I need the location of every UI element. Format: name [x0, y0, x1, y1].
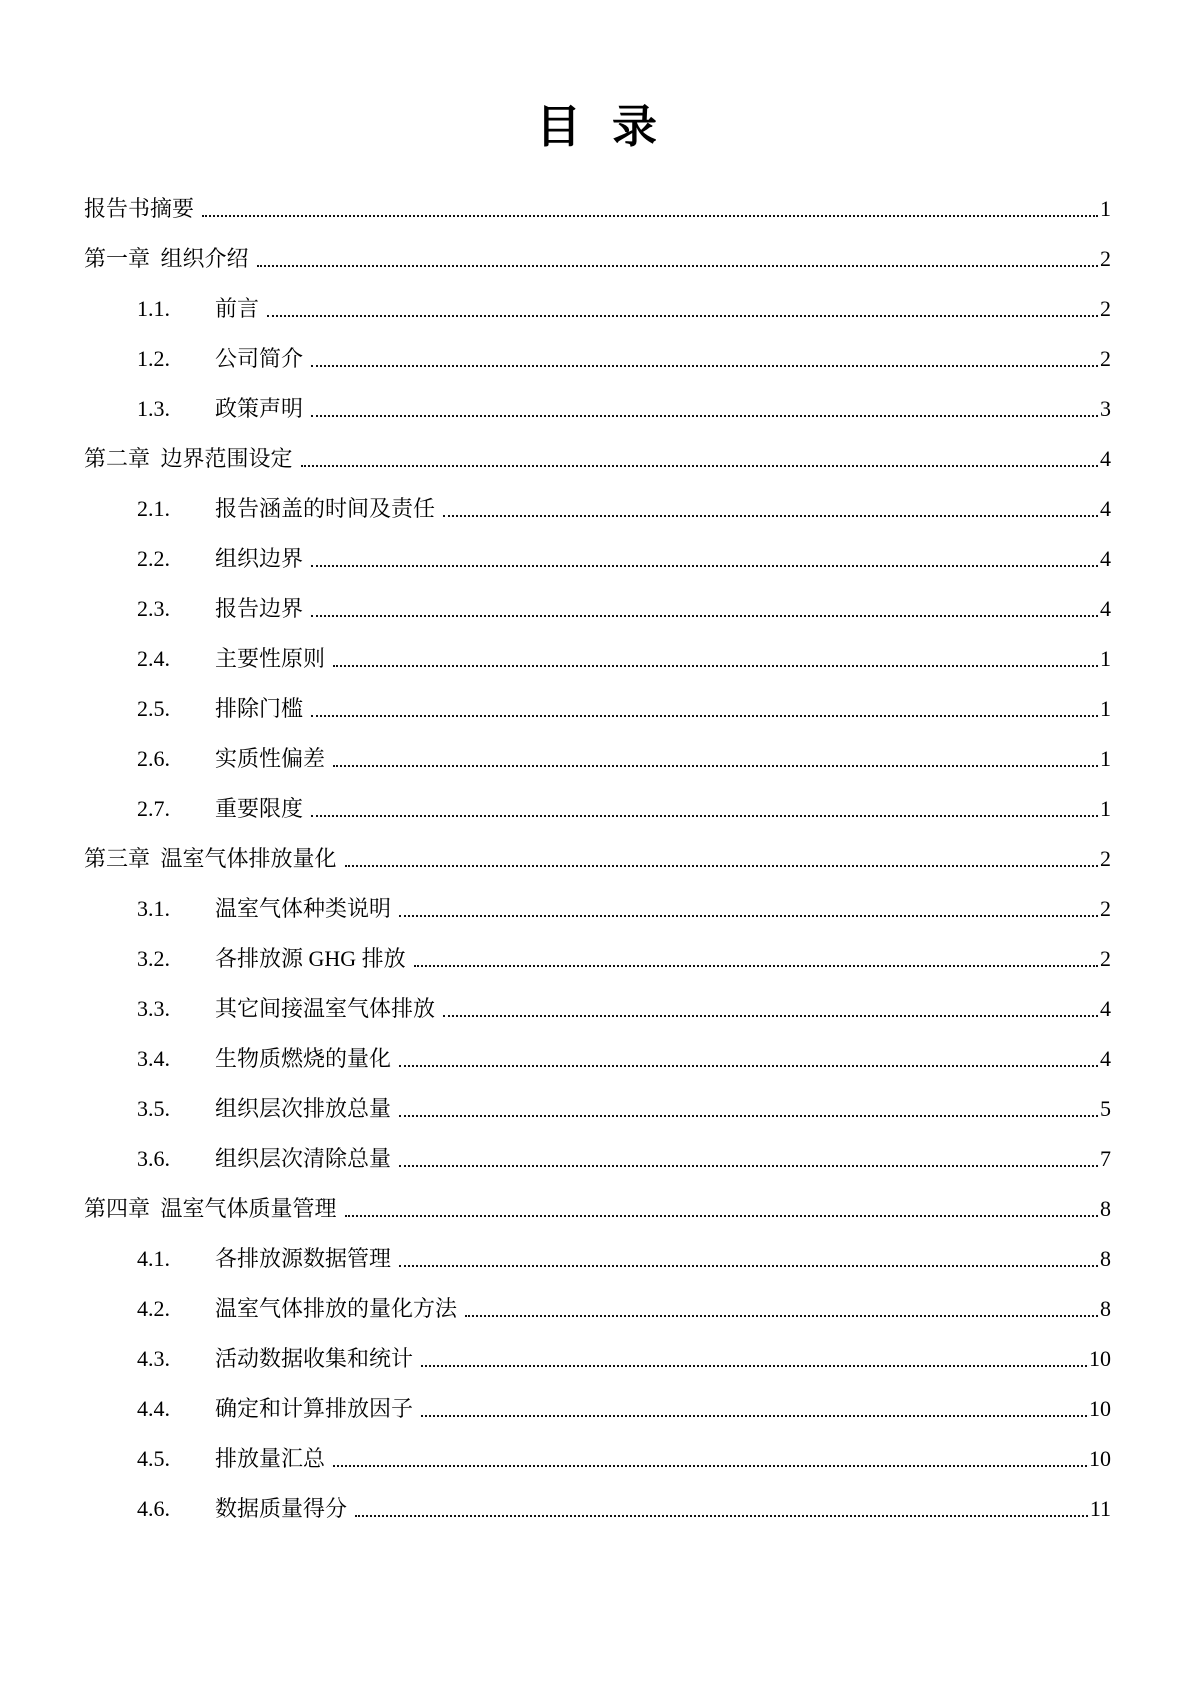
toc-entry-label: 温室气体种类说明	[215, 896, 392, 921]
toc-entry-number: 3.3.	[137, 996, 170, 1021]
toc-entry-page: 1	[1100, 696, 1111, 721]
toc-entry-number: 4.3.	[137, 1346, 170, 1371]
toc-entry-number: 1.1.	[137, 296, 170, 321]
toc-list	[84, 173, 1111, 1523]
dot-leader	[399, 915, 1098, 917]
dot-leader	[333, 1465, 1087, 1467]
toc-entry[interactable]	[84, 323, 1111, 373]
toc-entry[interactable]	[84, 1423, 1111, 1473]
toc-entry-label: 排放量汇总	[215, 1446, 326, 1471]
toc-entry-number: 4.1.	[137, 1246, 170, 1271]
page-title: 目 录	[535, 102, 659, 152]
toc-entry-page: 4	[1100, 996, 1111, 1021]
toc-entry[interactable]	[84, 773, 1111, 823]
toc-entry-number: 2.1.	[137, 496, 170, 521]
toc-entry-page: 7	[1100, 1146, 1111, 1171]
toc-entry[interactable]	[84, 173, 1111, 223]
toc-entry-page: 3	[1100, 396, 1111, 421]
toc-entry-number: 3.2.	[137, 946, 170, 971]
toc-entry[interactable]	[84, 1473, 1111, 1523]
dot-leader	[267, 315, 1098, 317]
toc-entry-page: 11	[1089, 1496, 1111, 1521]
dot-leader	[414, 965, 1098, 967]
toc-entry-page: 4	[1100, 446, 1111, 471]
toc-entry-label: 排除门槛	[215, 696, 304, 721]
toc-entry[interactable]	[84, 223, 1111, 273]
toc-entry[interactable]	[84, 823, 1111, 873]
toc-entry-label: 数据质量得分	[215, 1496, 348, 1521]
toc-entry[interactable]	[84, 623, 1111, 673]
toc-entry[interactable]	[84, 673, 1111, 723]
dot-leader	[333, 765, 1098, 767]
toc-entry-number: 3.4.	[137, 1046, 170, 1071]
dot-leader	[311, 565, 1098, 567]
toc-entry-page: 2	[1100, 246, 1111, 271]
toc-entry-label: 报告边界	[215, 596, 304, 621]
toc-entry-page: 1	[1100, 796, 1111, 821]
toc-entry[interactable]	[84, 1123, 1111, 1173]
toc-entry-page: 8	[1100, 1246, 1111, 1271]
dot-leader	[465, 1315, 1098, 1317]
toc-entry-page: 4	[1100, 546, 1111, 571]
toc-entry-number: 2.6.	[137, 746, 170, 771]
dot-leader	[399, 1115, 1098, 1117]
toc-entry-number: 2.5.	[137, 696, 170, 721]
toc-entry[interactable]	[84, 273, 1111, 323]
toc-entry[interactable]	[84, 423, 1111, 473]
toc-entry-page: 4	[1100, 596, 1111, 621]
toc-entry-label: 实质性偏差	[215, 746, 326, 771]
toc-entry-page: 10	[1089, 1346, 1111, 1371]
toc-entry-page: 8	[1100, 1196, 1111, 1221]
dot-leader	[345, 865, 1098, 867]
toc-entry-label: 重要限度	[215, 796, 304, 821]
toc-entry-number: 1.2.	[137, 346, 170, 371]
dot-leader	[355, 1515, 1088, 1517]
dot-leader	[421, 1415, 1087, 1417]
dot-leader	[257, 265, 1098, 267]
toc-entry-label: 报告涵盖的时间及责任	[215, 496, 436, 521]
toc-entry[interactable]	[84, 923, 1111, 973]
toc-entry-number: 2.3.	[137, 596, 170, 621]
toc-entry-page: 10	[1089, 1396, 1111, 1421]
toc-entry-page: 2	[1100, 896, 1111, 921]
toc-entry-label: 组织层次排放总量	[215, 1096, 392, 1121]
toc-entry-page: 2	[1100, 946, 1111, 971]
toc-entry[interactable]	[84, 1323, 1111, 1373]
toc-entry[interactable]	[84, 873, 1111, 923]
dot-leader	[333, 665, 1098, 667]
dot-leader	[345, 1215, 1098, 1217]
toc-entry-number: 2.4.	[137, 646, 170, 671]
toc-entry-label: 主要性原则	[215, 646, 326, 671]
toc-entry-number: 1.3.	[137, 396, 170, 421]
toc-entry-label: 前言	[215, 296, 260, 321]
dot-leader	[311, 715, 1098, 717]
dot-leader	[301, 465, 1098, 467]
toc-entry[interactable]	[84, 1023, 1111, 1073]
dot-leader	[443, 1015, 1098, 1017]
toc-entry-label: 公司简介	[215, 346, 304, 371]
toc-entry-label: 第一章 组织介绍	[84, 246, 249, 271]
toc-entry-page: 4	[1100, 496, 1111, 521]
toc-entry-number: 3.5.	[137, 1096, 170, 1121]
dot-leader	[202, 215, 1098, 217]
toc-entry-label: 其它间接温室气体排放	[215, 996, 436, 1021]
toc-entry-page: 8	[1100, 1296, 1111, 1321]
toc-entry-page: 1	[1100, 646, 1111, 671]
toc-entry-label: 政策声明	[215, 396, 304, 421]
toc-entry-page: 5	[1100, 1096, 1111, 1121]
toc-entry[interactable]	[84, 1073, 1111, 1123]
toc-entry-label: 组织层次清除总量	[215, 1146, 392, 1171]
toc-entry[interactable]	[84, 373, 1111, 423]
toc-entry-number: 3.6.	[137, 1146, 170, 1171]
toc-entry-number: 2.2.	[137, 546, 170, 571]
dot-leader	[311, 365, 1098, 367]
toc-entry[interactable]	[84, 723, 1111, 773]
toc-entry[interactable]	[84, 1373, 1111, 1423]
toc-entry[interactable]	[84, 1173, 1111, 1223]
toc-entry-label: 确定和计算排放因子	[215, 1396, 414, 1421]
toc-entry-number: 4.6.	[137, 1496, 170, 1521]
toc-entry-label: 第三章 温室气体排放量化	[84, 846, 337, 871]
toc-entry-page: 1	[1100, 746, 1111, 771]
toc-entry-number: 3.1.	[137, 896, 170, 921]
toc-entry-label: 活动数据收集和统计	[215, 1346, 414, 1371]
toc-entry-label: 报告书摘要	[84, 196, 195, 221]
toc-entry-label: 生物质燃烧的量化	[215, 1046, 392, 1071]
toc-entry-number: 2.7.	[137, 796, 170, 821]
toc-entry-label: 温室气体排放的量化方法	[215, 1296, 458, 1321]
dot-leader	[399, 1065, 1098, 1067]
toc-entry-page: 4	[1100, 1046, 1111, 1071]
toc-entry-label: 第四章 温室气体质量管理	[84, 1196, 337, 1221]
dot-leader	[311, 415, 1098, 417]
toc-entry-page: 2	[1100, 346, 1111, 371]
toc-entry-number: 4.4.	[137, 1396, 170, 1421]
toc-entry-page: 2	[1100, 296, 1111, 321]
toc-entry-page: 1	[1100, 196, 1111, 221]
toc-entry-label: 组织边界	[215, 546, 304, 571]
toc-entry[interactable]	[84, 1273, 1111, 1323]
toc-entry[interactable]	[84, 1223, 1111, 1273]
toc-entry-label: 各排放源 GHG 排放	[215, 946, 406, 971]
toc-entry[interactable]	[84, 573, 1111, 623]
dot-leader	[421, 1365, 1087, 1367]
dot-leader	[399, 1165, 1098, 1167]
toc-entry-page: 2	[1100, 846, 1111, 871]
toc-entry[interactable]	[84, 523, 1111, 573]
toc-entry-page: 10	[1089, 1446, 1111, 1471]
dot-leader	[311, 615, 1098, 617]
dot-leader	[399, 1265, 1098, 1267]
toc-entry[interactable]	[84, 473, 1111, 523]
dot-leader	[443, 515, 1098, 517]
toc-entry-number: 4.2.	[137, 1296, 170, 1321]
toc-entry[interactable]	[84, 973, 1111, 1023]
toc-entry-label: 各排放源数据管理	[215, 1246, 392, 1271]
dot-leader	[311, 815, 1098, 817]
toc-entry-label: 第二章 边界范围设定	[84, 446, 293, 471]
toc-entry-number: 4.5.	[137, 1446, 170, 1471]
